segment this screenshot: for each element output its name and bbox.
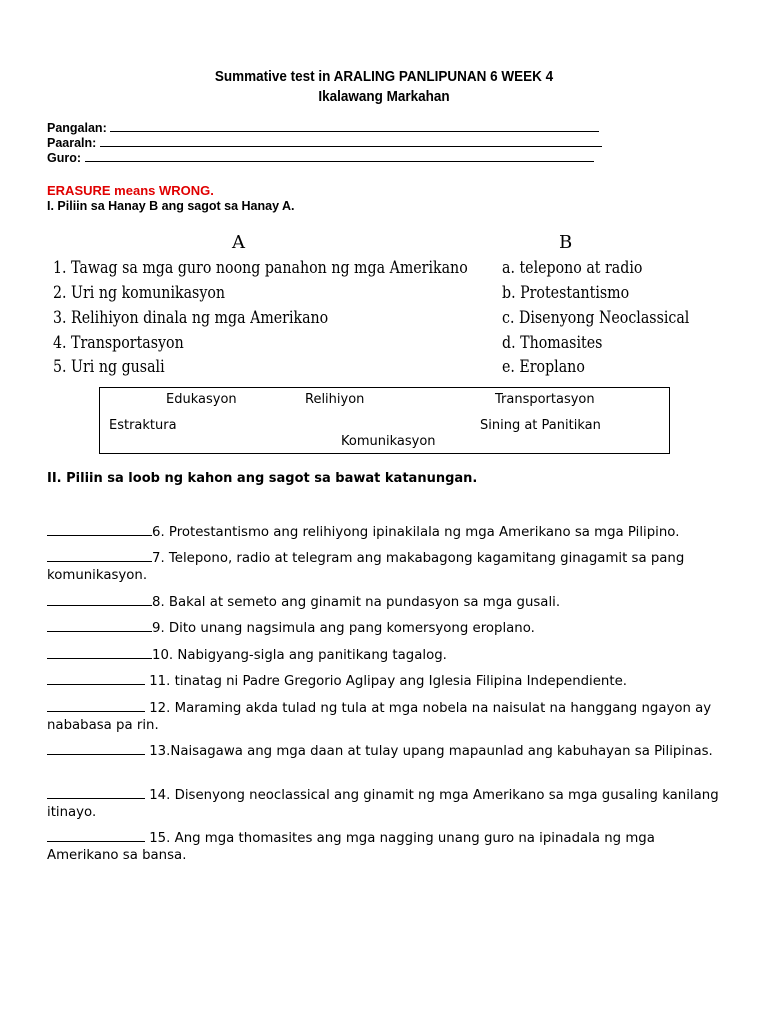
column-a-header: A <box>232 232 245 253</box>
worksheet-subtitle: Ikalawang Markahan <box>318 88 450 105</box>
column-b-item: e. Eroplano <box>502 357 585 376</box>
answer-blank[interactable] <box>47 523 152 536</box>
answer-blank[interactable] <box>47 672 145 685</box>
question-item <box>47 829 727 864</box>
question-text: 13.Naisagawa ang mga daan at tulay upang mapaunlad ang kabuhayan sa Pilipinas. <box>145 744 713 759</box>
choice-sining-at-panitikan: Sining at Panitikan <box>480 418 601 433</box>
question-text: 7. Telepono, radio at telegram ang makabagong kagamitang ginagamit sa pang komunikasyon. <box>47 551 685 583</box>
column-a-item: 3. Relihiyon dinala ng mga Amerikano <box>53 308 329 327</box>
column-b-item: b. Protestantismo <box>502 283 630 302</box>
answer-choices-box <box>99 387 670 454</box>
question-text: 14. Disenyong neoclassical ang ginamit ng mga Amerikano sa mga gusaling kanilang itinayo. <box>47 788 719 820</box>
teacher-field-label: Guro: <box>47 151 82 165</box>
question-item <box>47 549 727 584</box>
answer-blank[interactable] <box>47 549 152 562</box>
part2-instruction: II. Piliin sa loob ng kahon ang sagot sa bawat katanungan. <box>47 471 478 486</box>
column-a-item: 5. Uri ng gusali <box>53 357 165 376</box>
question-item <box>47 646 727 664</box>
choice-komunikasyon: Komunikasyon <box>341 434 436 449</box>
answer-blank[interactable] <box>47 593 152 606</box>
column-a-item: 2. Uri ng komunikasyon <box>53 283 226 302</box>
answer-blank[interactable] <box>47 786 145 799</box>
name-field-line[interactable] <box>110 120 599 132</box>
column-b-item: c. Disenyong Neoclassical <box>502 308 690 327</box>
choice-estraktura: Estraktura <box>109 418 177 433</box>
question-item <box>47 786 727 821</box>
question-text: 9. Dito unang nagsimula ang pang komersyong eroplano. <box>152 621 535 636</box>
question-item <box>47 672 727 690</box>
answer-blank[interactable] <box>47 829 145 842</box>
question-item <box>47 593 727 611</box>
worksheet-title: Summative test in ARALING PANLIPUNAN 6 WEEK 4 <box>214 68 554 85</box>
column-a-item: 1. Tawag sa mga guro noong panahon ng mga Amerikano <box>53 258 468 277</box>
question-text: 8. Bakal at semeto ang ginamit na pundasyon sa mga gusali. <box>152 595 561 610</box>
question-text: 6. Protestantismo ang relihiyong ipinakilala ng mga Amerikano sa mga Pilipino. <box>152 525 680 540</box>
answer-blank[interactable] <box>47 699 145 712</box>
part1-instruction: I. Piliin sa Hanay B ang sagot sa Hanay A. <box>47 199 295 213</box>
name-field-label: Pangalan: <box>47 121 107 135</box>
column-b-item: a. telepono at radio <box>502 258 643 277</box>
erasure-warning: ERASURE means WRONG. <box>47 183 214 198</box>
school-field <box>47 135 602 150</box>
answer-blank[interactable] <box>47 646 152 659</box>
question-item <box>47 619 727 637</box>
answer-blank[interactable] <box>47 619 152 632</box>
choice-edukasyon: Edukasyon <box>166 392 237 407</box>
column-b-header: B <box>559 232 573 253</box>
choice-transportasyon: Transportasyon <box>495 392 595 407</box>
question-item <box>47 699 727 734</box>
answer-blank[interactable] <box>47 742 145 755</box>
question-text: 12. Maraming akda tulad ng tula at mga nobela na naisulat na hanggang ngayon ay nababasa pa rin. <box>47 701 712 733</box>
question-text: 11. tinatag ni Padre Gregorio Aglipay ang Iglesia Filipina Independiente. <box>145 674 627 689</box>
question-text: 10. Nabigyang-sigla ang panitikang tagalog. <box>152 648 447 663</box>
choice-relihiyon: Relihiyon <box>305 392 365 407</box>
column-a-item: 4. Transportasyon <box>53 333 184 352</box>
column-b-item: d. Thomasites <box>502 333 603 352</box>
teacher-field-line[interactable] <box>85 150 594 162</box>
teacher-field <box>47 150 594 165</box>
school-field-line[interactable] <box>100 135 602 147</box>
question-item <box>47 523 727 541</box>
question-text: 15. Ang mga thomasites ang mga nagging unang guro na ipinadala ng mga Amerikano sa bansa. <box>47 831 655 863</box>
school-field-label: Paaraln: <box>47 136 97 150</box>
name-field <box>47 120 599 135</box>
question-item <box>47 742 727 760</box>
